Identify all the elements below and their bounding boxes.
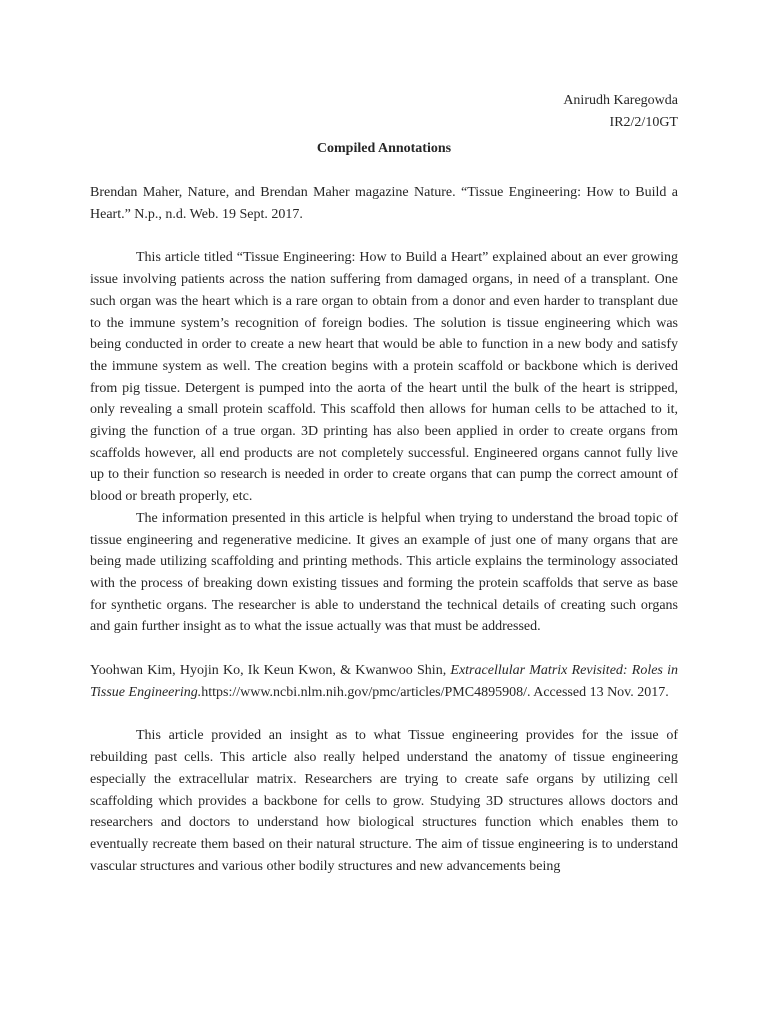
annotation-1-paragraph-1: This article titled “Tissue Engineering: How to Build a Heart” explained about an ever growing issue involving patients across the nation suffering from damaged organs, in need of a transplant. One such organ was the heart which is a rare organ to obtain from a donor and even harder to transplant due to the immune system’s recognition of foreign bodies. The solution is tissue engineering which was being conducted in order to create a new heart that would be able to function in a new body and satisfy the immune system as well. The creation begins with a protein scaffold or backbone which is derived from pig tissue. Detergent is pumped into the aorta of the heart until the bulk of the heart is stripped, only revealing a small protein scaffold. This scaffold then allows for human cells to be attached to it, giving the function of a true organ. 3D printing has also been applied in order to create organs from scaffolds however, all end products are not completely successful. Engineered organs cannot fully live up to their function so research is needed in order to create organs that can pump the correct amount of blood or breath properly, etc.: [90, 250, 678, 505]
citation-2-link: https://www.ncbi.nlm.nih.gov/pmc/articles/PMC4895908/. Accessed 13 Nov. 2017.: [201, 684, 669, 700]
author-header: [90, 90, 678, 134]
citation-2-title: Extracellular Matrix Revisited: Roles in Tissue Engineering.: [90, 663, 678, 700]
document-title: Compiled Annotations: [316, 141, 452, 156]
citation-1: Brendan Maher, Nature, and Brendan Maher magazine Nature. “Tissue Engineering: How to Build a Heart.” N.p., n.d. Web. 19 Sept. 2017.: [90, 185, 678, 222]
document-page: [90, 90, 678, 877]
annotation-1-paragraph-2: The information presented in this article is helpful when trying to understand the broad topic of tissue engineering and regenerative medicine. It gives an example of just one of many organs that are being made utilizing scaffolding and printing methods. This article explains the terminology associated with the process of breaking down existing tissues and forming the protein scaffolds that serve as base for synthetic organs. The researcher is able to understand the technical details of creating such organs and gain further insight as to what the issue actually was that must be addressed.: [90, 510, 678, 635]
annotation-2-paragraph-1: This article provided an insight as to what Tissue engineering provides for the issue of rebuilding past cells. This article also really helped understand the anatomy of tissue engineering especially the extracellular matrix. Researchers are trying to create safe organs by utilizing cell scaffolding which provides a backbone for cells to grow. Studying 3D structures allows doctors and researchers and doctors to understand how biological structures function which enables them to eventually recreate them based on their natural structure. The aim of tissue engineering is to understand vascular structures and various other bodily structures and new advancements being: [90, 728, 678, 874]
citation-2: [90, 660, 678, 703]
citation-2-authors: Yoohwan Kim, Hyojin Ko, Ik Keun Kwon, & Kwanwoo Shin,: [90, 663, 451, 679]
author-name: Anirudh Karegowda: [563, 93, 678, 108]
class-code: IR2/2/10GT: [609, 115, 678, 130]
